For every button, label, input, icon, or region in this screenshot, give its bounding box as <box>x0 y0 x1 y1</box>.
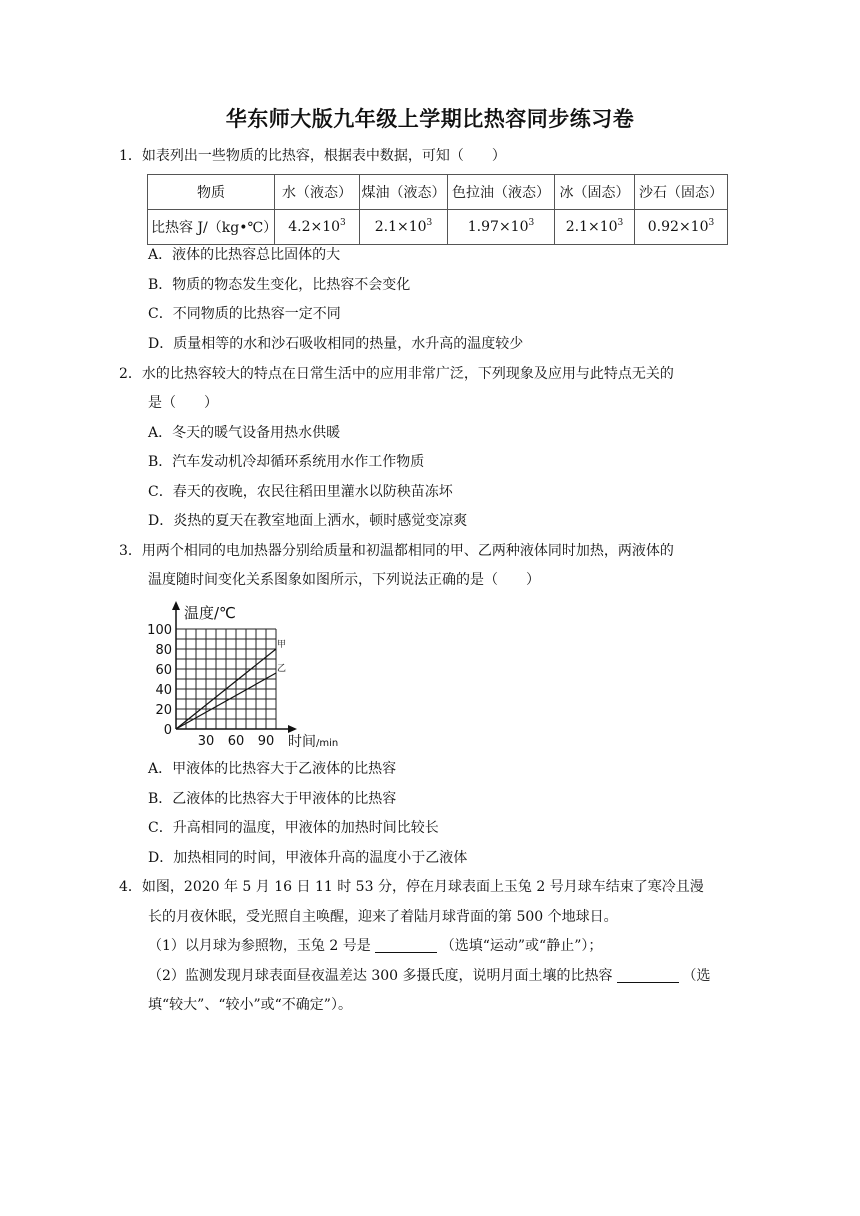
table-cell: $2.1\times 10^3$ <box>360 210 448 245</box>
q3-option-b: B．乙液体的比热容大于甲液体的比热容 <box>148 791 397 807</box>
q2-option-d: D．炎热的夏天在教室地面上洒水，顿时感觉变凉爽 <box>148 513 468 529</box>
q1-option-a: A．液体的比热容总比固体的大 <box>148 247 341 263</box>
table-header-cell: 色拉油（液态） <box>448 175 555 210</box>
q2-stem: 2．水的比热容较大的特点在日常生活中的应用非常广泛，下列现象及应用与此特点无关的 <box>119 366 674 382</box>
y-tick-label: 60 <box>155 663 172 678</box>
q2-option-c: C．春天的夜晚，农民往稻田里灌水以防秧苗冻坏 <box>148 484 453 500</box>
q2-option-b: B．汽车发动机冷却循环系统用水作工作物质 <box>148 454 425 470</box>
q3-option-d: D．加热相同的时间，甲液体升高的温度小于乙液体 <box>148 850 468 866</box>
q3-stem-cont: 温度随时间变化关系图象如图所示，下列说法正确的是（ ） <box>148 572 540 588</box>
table-cell: $4.2\times 10^3$ <box>275 210 360 245</box>
table-header-cell: 水（液态） <box>275 175 360 210</box>
table-header-cell: 沙石（固态） <box>635 175 728 210</box>
table-row-label: 比热容 J/（kg•℃） <box>148 210 275 245</box>
table-header-cell: 煤油（液态） <box>360 175 448 210</box>
chart-ticks <box>147 623 274 749</box>
q3-option-a: A．甲液体的比热容大于乙液体的比热容 <box>148 761 397 777</box>
q1-option-d: D．质量相等的水和沙石吸收相同的热量，水升高的温度较少 <box>148 336 524 352</box>
q3-stem: 3．用两个相同的电加热器分别给质量和初温都相同的甲、乙两种液体同时加热，两液体的 <box>119 543 674 559</box>
answer-blank[interactable] <box>617 968 679 983</box>
temperature-time-chart <box>147 598 350 750</box>
q3-option-c: C．升高相同的温度，甲液体的加热时间比较长 <box>148 820 439 836</box>
y-axis-arrow <box>172 601 180 610</box>
x-tick-label: 60 <box>227 734 245 749</box>
q2-stem-cont: 是（ ） <box>148 395 218 411</box>
q2-option-a: A．冬天的暖气设备用热水供暖 <box>148 425 341 441</box>
table-cell: $1.97\times 10^3$ <box>448 210 555 245</box>
page-title: 华东师大版九年级上学期比热容同步练习卷 <box>225 107 635 131</box>
table-row <box>148 210 728 245</box>
x-tick-label: 90 <box>257 734 275 749</box>
series-label: 乙 <box>277 664 287 674</box>
x-axis-arrow <box>288 725 297 733</box>
chart-lines <box>176 639 286 729</box>
table-cell: $2.1\times 10^3$ <box>555 210 635 245</box>
y-tick-label: 20 <box>155 703 172 718</box>
q4-stem-cont: 长的月夜休眠，受光照自主唤醒，迎来了着陆月球背面的第 500 个地球日。 <box>148 909 618 925</box>
table-header-cell: 冰（固态） <box>555 175 635 210</box>
q4-part-2-cont: 填“较大”、“较小”或“不确定”）。 <box>148 997 352 1013</box>
specific-heat-table <box>147 174 728 245</box>
q4-part-2: （2）监测发现月球表面昼夜温差达 300 多摄氏度，说明月面土壤的比热容 （选 <box>148 968 711 984</box>
x-axis-label: 时间/min <box>288 734 339 750</box>
table-header-cell: 物质 <box>148 175 275 210</box>
y-tick-label: 40 <box>155 683 172 698</box>
q1-option-c: C．不同物质的比热容一定不同 <box>148 306 341 322</box>
table-cell: $0.92\times 10^3$ <box>635 210 728 245</box>
q1-option-b: B．物质的物态发生变化，比热容不会变化 <box>148 277 411 293</box>
y-tick-label: 100 <box>147 623 172 638</box>
answer-blank[interactable] <box>375 938 437 953</box>
x-tick-label: 30 <box>197 734 215 749</box>
q4-stem: 4．如图，2020 年 5 月 16 日 11 时 53 分，停在月球表面上玉兔 2 号月球车结束了寒冷且漫 <box>119 879 704 895</box>
q1-stem: 1．如表列出一些物质的比热容，根据表中数据，可知（ ） <box>119 148 506 164</box>
q4-part-1: （1）以月球为参照物，玉兔 2 号是 （选填“运动”或“静止”）； <box>148 938 603 954</box>
table-header-row <box>148 175 728 210</box>
y-tick-label: 80 <box>155 643 172 658</box>
y-tick-label: 0 <box>163 723 172 738</box>
y-axis-label: 温度/℃ <box>184 604 236 622</box>
series-label: 甲 <box>277 640 287 650</box>
